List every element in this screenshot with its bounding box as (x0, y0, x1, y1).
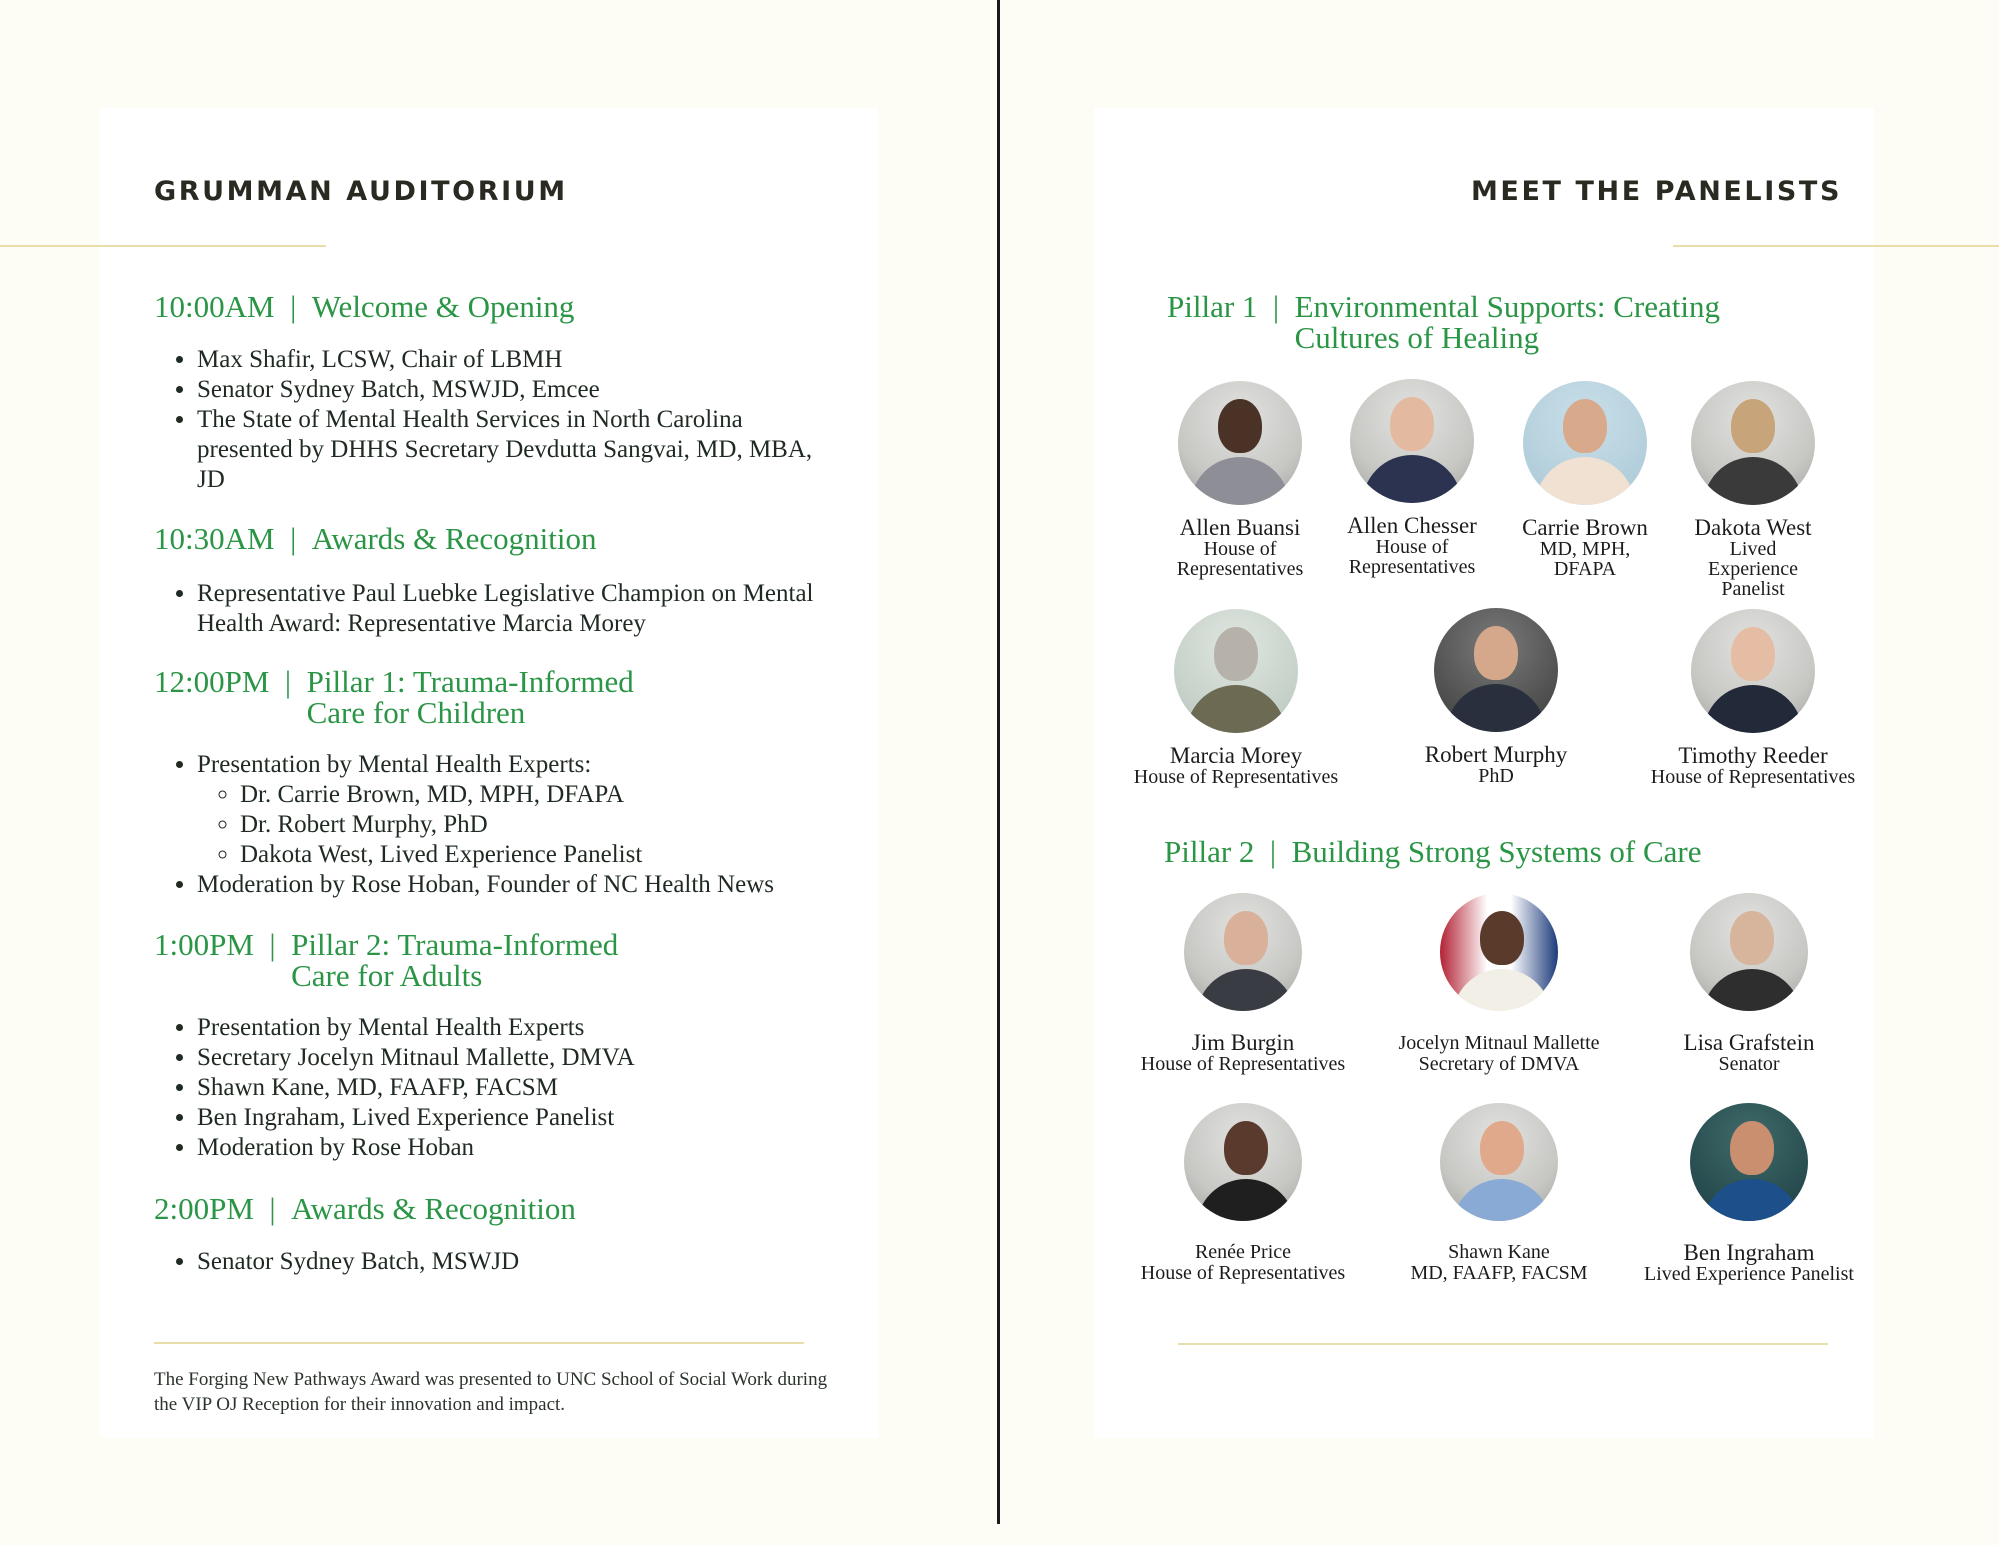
panelist-role: PhD (1478, 765, 1514, 787)
panelist-role: House of Representatives (1348, 536, 1476, 578)
panelist-photo (1184, 1103, 1302, 1221)
award-footnote: The Forging New Pathways Award was presented to UNC School of Social Work during the VIP OJ Reception for their innovation and impact. (154, 1369, 828, 1415)
list-item: • Presentation by Mental Health Experts: (197, 750, 874, 780)
list-item: • Moderation by Rose Hoban (197, 1133, 874, 1163)
panelist-role: MD, FAAFP, FACSM (1410, 1262, 1588, 1284)
pillar-title: Environmental Supports: Creating Cultures of Healing (1294, 289, 1720, 355)
slot-item-list (154, 345, 874, 495)
panelist-role: Senator (1718, 1053, 1780, 1075)
panelist-card (1160, 381, 1320, 579)
panelist-role: House of Representatives (1176, 538, 1304, 580)
panelist-card (1505, 381, 1665, 579)
panelist-name: Jim Burgin (1191, 1030, 1295, 1055)
panelist-name: Allen Buansi (1179, 515, 1301, 540)
panelist-role: House of Representatives (1140, 1262, 1346, 1284)
agenda-slot-3 (154, 666, 874, 900)
pillar-1-heading (1167, 291, 1765, 353)
panelist-name: Dakota West (1694, 515, 1812, 540)
list-item: • Senator Sydney Batch, MSWJD (197, 1247, 874, 1277)
panelist-card (1629, 893, 1869, 1074)
panelist-name: Jocelyn Mitnaul Mallette (1398, 1032, 1600, 1054)
agenda-slot-2 (154, 523, 874, 639)
panelist-name: Marcia Morey (1169, 743, 1303, 768)
panelist-role: House of Representatives (1140, 1053, 1346, 1075)
slot-time: 10:30AM | (154, 521, 312, 556)
agenda-slot-heading (154, 1193, 874, 1224)
panelist-card (1629, 1103, 1869, 1284)
center-divider (997, 0, 1000, 1524)
panelist-photo (1184, 893, 1302, 1011)
slot-item-list (154, 1013, 874, 1163)
slot-item-list (154, 579, 874, 639)
sub-list-item: ◦ Dr. Carrie Brown, MD, MPH, DFAPA (240, 780, 874, 810)
agenda-slot-heading (154, 291, 874, 322)
list-item: • Senator Sydney Batch, MSWJD, Emcee (197, 375, 874, 405)
panelist-photo (1178, 381, 1302, 505)
pillar-2-heading (1164, 836, 1702, 867)
sub-item-list (197, 780, 874, 870)
panelist-role: House of Representatives (1133, 766, 1339, 788)
right-footer-rule (1178, 1343, 1828, 1345)
list-item: • Secretary Jocelyn Mitnaul Mallette, DMVA (197, 1043, 874, 1073)
slot-title: Welcome & Opening (311, 289, 575, 324)
panelist-name: Timothy Reeder (1678, 743, 1828, 768)
list-item: • Max Shafir, LCSW, Chair of LBMH (197, 345, 874, 375)
panelist-photo (1691, 609, 1815, 733)
panelist-photo (1690, 893, 1808, 1011)
sub-list-item: ◦ Dakota West, Lived Experience Panelist (240, 840, 874, 870)
panelist-card (1369, 893, 1629, 1074)
panelist-photo (1350, 379, 1474, 503)
slot-title: Awards & Recognition (291, 1191, 576, 1226)
panelist-card (1633, 609, 1873, 787)
agenda-slot-heading (154, 929, 874, 991)
panelist-photo (1440, 1103, 1558, 1221)
slot-item-list (154, 1247, 874, 1277)
panelist-name: Allen Chesser (1347, 513, 1477, 538)
panelists-heading: MEET THE PANELISTS (1470, 176, 1842, 207)
agenda-slot-1 (154, 291, 874, 495)
pillar-title: Building Strong Systems of Care (1291, 834, 1702, 869)
panelist-role: MD, MPH, DFAPA (1539, 538, 1631, 580)
right-heading-rule (1673, 245, 1999, 247)
venue-heading: GRUMMAN AUDITORIUM (154, 176, 568, 207)
slot-time: 2:00PM | (154, 1191, 292, 1226)
panelist-name: Renée Price (1194, 1241, 1292, 1263)
list-item: • Moderation by Rose Hoban, Founder of NC Health News (197, 870, 874, 900)
panelist-name: Ben Ingraham (1683, 1240, 1815, 1265)
slot-time: 12:00PM | (154, 664, 307, 699)
slot-time: 1:00PM | (154, 927, 292, 962)
slot-title: Pillar 2: Trauma-Informed Care for Adults (291, 927, 619, 993)
panelist-card (1116, 609, 1356, 787)
left-footer-rule (154, 1342, 804, 1344)
pillar-label: Pillar 2 | (1164, 834, 1292, 869)
panelist-photo (1434, 608, 1558, 732)
panelist-card (1123, 1103, 1363, 1283)
agenda-slot-heading (154, 666, 874, 728)
panelist-role: Lived Experience Panelist (1644, 1263, 1854, 1285)
list-item: • Presentation by Mental Health Experts (197, 1013, 874, 1043)
panelist-name: Carrie Brown (1522, 515, 1648, 540)
panelist-photo (1691, 381, 1815, 505)
panelist-photo (1523, 381, 1647, 505)
slot-title: Awards & Recognition (311, 521, 597, 556)
slot-item-list (154, 750, 874, 900)
panelist-photo (1690, 1103, 1808, 1221)
panelist-card (1376, 608, 1616, 786)
list-item: • Ben Ingraham, Lived Experience Panelist (197, 1103, 874, 1133)
list-item: • Shawn Kane, MD, FAAFP, FACSM (197, 1073, 874, 1103)
panelist-photo (1440, 893, 1558, 1011)
sub-list-item: ◦ Dr. Robert Murphy, PhD (240, 810, 874, 840)
panelist-role: Secretary of DMVA (1418, 1053, 1580, 1075)
panelist-photo (1174, 609, 1298, 733)
pillar-label: Pillar 1 | (1167, 289, 1295, 324)
panelist-card (1673, 381, 1833, 599)
agenda-slot-4 (154, 929, 874, 1163)
slot-title: Pillar 1: Trauma-Informed Care for Children (306, 664, 634, 730)
left-heading-rule (0, 245, 326, 247)
list-item: • The State of Mental Health Services in North Carolina presented by DHHS Secretary Devdutta Sangvai, MD, MBA, JD (197, 405, 817, 495)
panelist-name: Lisa Grafstein (1683, 1030, 1815, 1055)
panelist-card (1379, 1103, 1619, 1283)
panelist-card (1332, 379, 1492, 577)
panelist-role: Lived Experience Panelist (1708, 538, 1798, 600)
agenda-slot-5 (154, 1193, 874, 1277)
panelist-role: House of Representatives (1650, 766, 1856, 788)
agenda-slot-heading (154, 523, 874, 554)
panelist-name: Shawn Kane (1448, 1241, 1550, 1263)
slot-time: 10:00AM | (154, 289, 312, 324)
panelist-card (1123, 893, 1363, 1074)
panelist-name: Robert Murphy (1424, 742, 1568, 767)
list-item: • Representative Paul Luebke Legislative Champion on Mental Health Award: Representative Marcia Morey (197, 579, 817, 639)
